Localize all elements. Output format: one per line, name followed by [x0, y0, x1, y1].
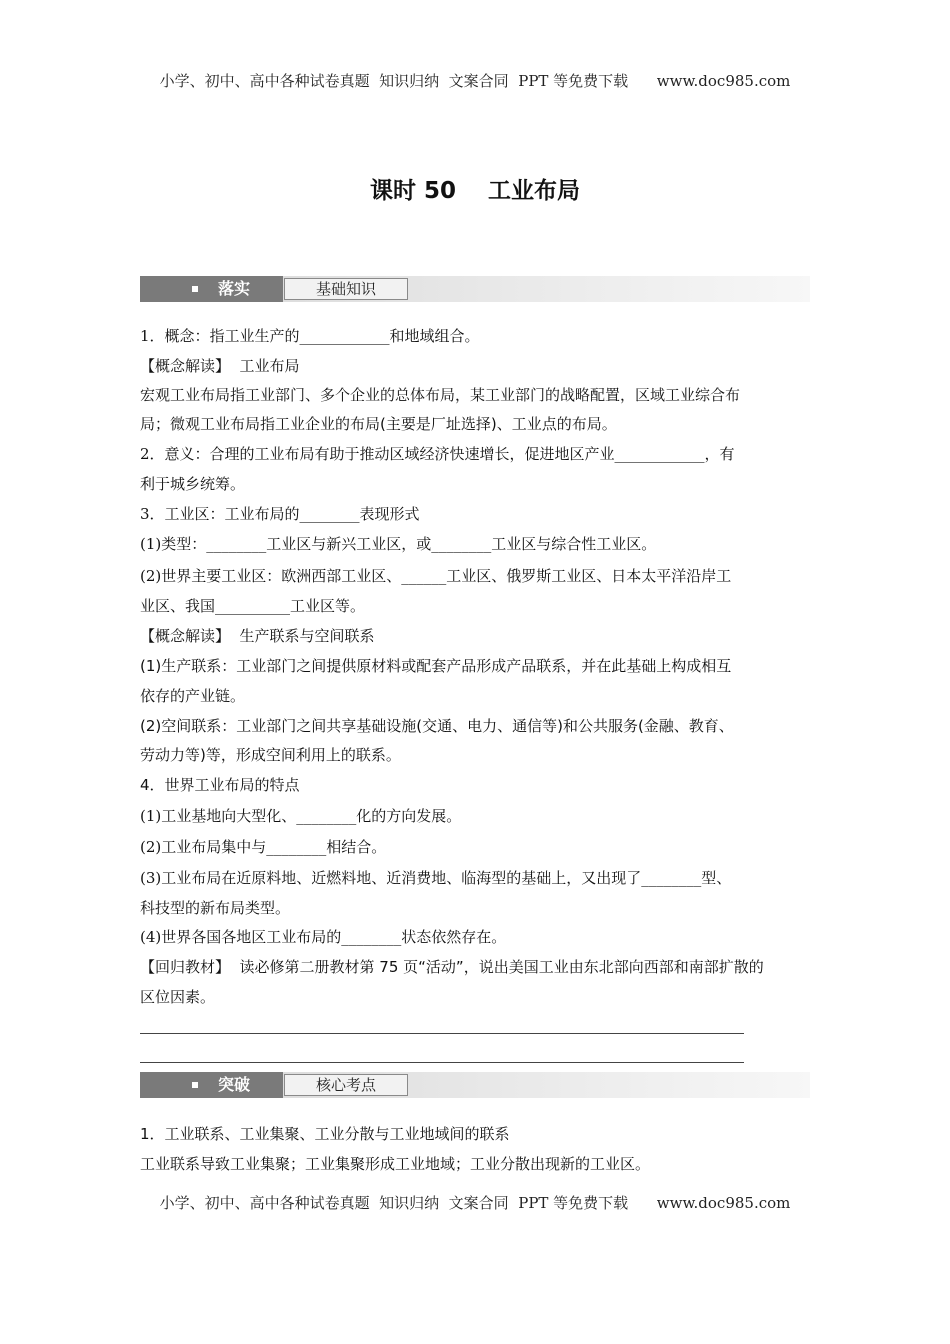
- feature-line: 科技型的新布局类型。: [140, 899, 291, 917]
- concept-note-text: (1)生产联系：工业部门之间提供原材料或配套产品形成产品联系，并在此基础上构成相互: [140, 657, 732, 675]
- significance-line: 利于城乡统筹。: [140, 475, 246, 493]
- section-banner-core: [140, 1072, 810, 1098]
- feature-line: (1)工业基地向大型化、________化的方向发展。: [140, 807, 462, 825]
- square-bullet-icon: [192, 1082, 198, 1088]
- square-bullet-icon: [192, 286, 198, 292]
- concept-note-text: 局；微观工业布局指工业企业的布局(主要是厂址选择)、工业点的布局。: [140, 415, 617, 433]
- feature-line: (2)工业布局集中与________相结合。: [140, 838, 387, 856]
- feature-line: (3)工业布局在近原料地、近燃料地、近消费地、临海型的基础上，又出现了________型、: [140, 869, 732, 887]
- section-label: 基础知识: [284, 278, 408, 300]
- concept-note-text: 依存的产业链。: [140, 687, 246, 705]
- concept-note-text: (2)空间联系：工业部门之间共享基础设施(交通、电力、通信等)和公共服务(金融、教育、: [140, 717, 734, 735]
- section-tag: [140, 276, 283, 302]
- concept-note-heading: 【概念解读】 工业布局: [140, 357, 300, 375]
- concept-note-text: 劳动力等)等，形成空间利用上的联系。: [140, 746, 401, 764]
- industrial-zone-line: 3．工业区：工业布局的________表现形式: [140, 505, 420, 523]
- page-footer: 小学、初中、高中各种试卷真题 知识归纳 文案合同 PPT 等免费下载 www.doc985.com: [159, 1194, 791, 1212]
- feature-line: (4)世界各国各地区工业布局的________状态依然存在。: [140, 928, 507, 946]
- section-label: 核心考点: [284, 1074, 408, 1096]
- section-banner-basics: [140, 276, 810, 302]
- section-tag: [140, 1072, 283, 1098]
- textbook-question: 区位因素。: [140, 988, 216, 1006]
- page-title: 课时 50 工业布局: [369, 178, 581, 204]
- textbook-question: 【回归教材】 读必修第二册教材第 75 页“活动”，说出美国工业由东北部向西部和南部扩散的: [140, 958, 764, 976]
- concept-note-heading: 【概念解读】 生产联系与空间联系: [140, 627, 375, 645]
- concept-line: 1．概念：指工业生产的____________和地域组合。: [140, 327, 480, 345]
- answer-line: [140, 1033, 744, 1034]
- core-point-heading: 1．工业联系、工业集聚、工业分散与工业地域间的联系: [140, 1125, 510, 1143]
- features-heading: 4．世界工业布局的特点: [140, 776, 300, 794]
- concept-note-text: 宏观工业布局指工业部门、多个企业的总体布局，某工业部门的战略配置，区域工业综合布: [140, 386, 741, 404]
- significance-line: 2．意义：合理的工业布局有助于推动区域经济快速增长，促进地区产业____________，有: [140, 445, 735, 463]
- page-header: 小学、初中、高中各种试卷真题 知识归纳 文案合同 PPT 等免费下载 www.doc985.com: [159, 72, 791, 90]
- section-tag-label: 落实: [218, 279, 251, 298]
- major-zones-line: 业区、我国__________工业区等。: [140, 597, 366, 615]
- core-point-text: 工业联系导致工业集聚；工业集聚形成工业地域；工业分散出现新的工业区。: [140, 1155, 651, 1173]
- types-line: (1)类型：________工业区与新兴工业区，或________工业区与综合性工业区。: [140, 535, 657, 553]
- section-tag-label: 突破: [218, 1075, 251, 1094]
- major-zones-line: (2)世界主要工业区：欧洲西部工业区、______工业区、俄罗斯工业区、日本太平洋沿岸工: [140, 567, 732, 585]
- answer-line: [140, 1062, 744, 1063]
